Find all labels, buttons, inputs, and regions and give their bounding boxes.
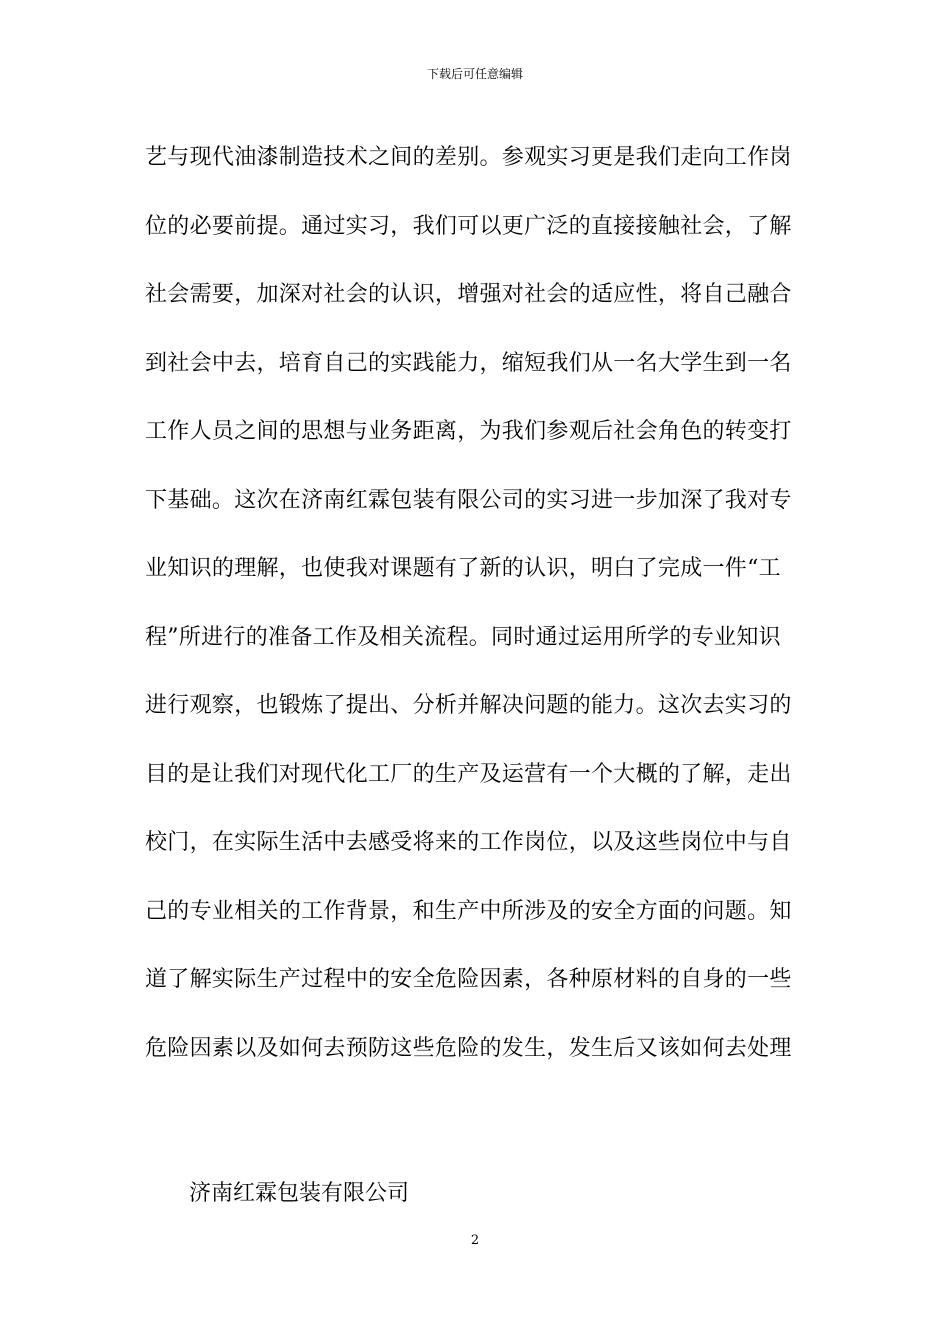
paragraph-line: 道了解实际生产过程中的安全危险因素，各种原材料的自身的一些 (145, 967, 792, 992)
paragraph-line: 下基础。这次在济南红霖包装有限公司的实习进一步加深了我对专 (145, 487, 792, 513)
paragraph-line: 艺与现代油漆制造技术之间的差别。参观实习更是我们走向工作岗 (145, 145, 792, 170)
paragraph-line: 社会需要，加深对社会的认识，增强对社会的适应性，将自己融合 (145, 282, 792, 307)
paragraph-line: 危险因素以及如何去预防这些危险的发生，发生后又该如何去处理 (145, 1035, 792, 1061)
paragraph-line: 进行观察，也锻炼了提出、分析并解决问题的能力。这次去实习的 (145, 693, 792, 718)
paragraph-line: 到社会中去，培育自己的实践能力，缩短我们从一名大学生到一名 (145, 350, 792, 376)
paragraph-line: 位的必要前提。通过实习，我们可以更广泛的直接接触社会，了解 (145, 213, 792, 239)
company-name: 济南红霖包装有限公司 (189, 1181, 410, 1206)
paragraph-line: 工作人员之间的思想与业务距离，为我们参观后社会角色的转变打 (145, 419, 792, 444)
paragraph-line: 目的是让我们对现代化工厂的生产及运营有一个大概的了解，走出 (145, 761, 792, 787)
paragraph-line: 程”所进行的准备工作及相关流程。同时通过运用所学的专业知识 (145, 624, 781, 650)
page-number: 2 (470, 1233, 480, 1248)
paragraph-line: 己的专业相关的工作背景，和生产中所涉及的安全方面的问题。知 (145, 898, 792, 924)
body-paragraph (145, 128, 825, 1087)
paragraph-line: 业知识的理解，也使我对课题有了新的认识，明白了完成一件“工 (145, 556, 781, 581)
paragraph-line: 校门，在实际生活中去感受将来的工作岗位，以及这些岗位中与自 (145, 830, 792, 855)
page-header: 下载后可任意编辑 (426, 67, 523, 81)
